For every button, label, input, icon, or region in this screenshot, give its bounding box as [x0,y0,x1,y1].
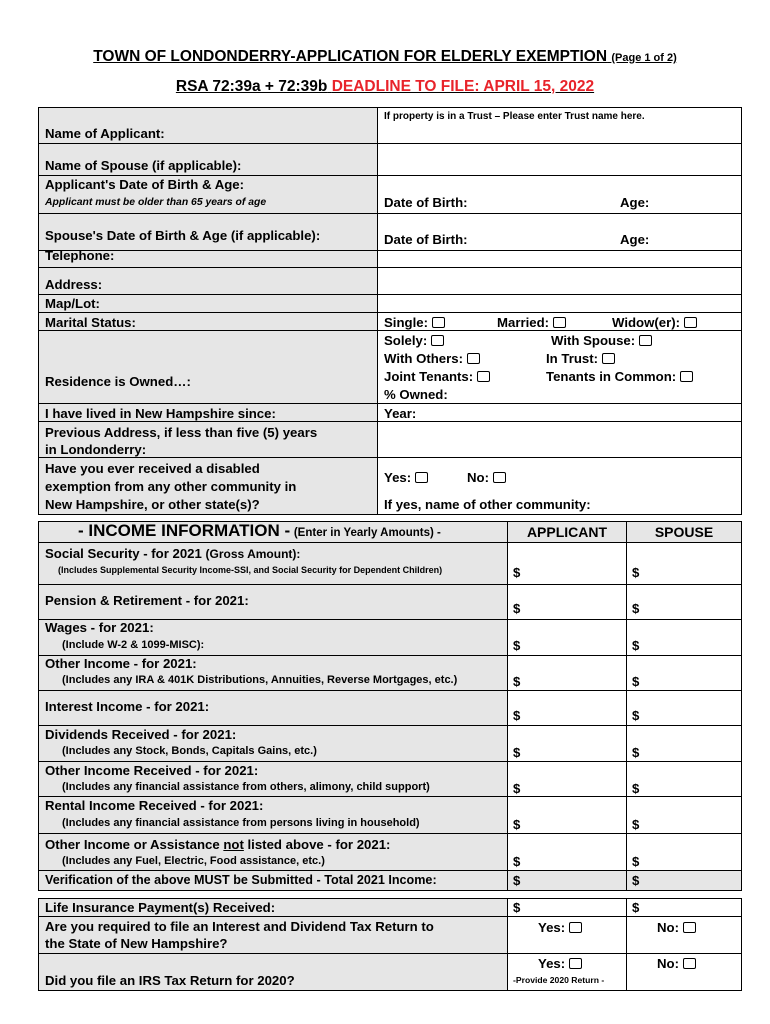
residence-owned-label: Residence is Owned…: [45,374,191,389]
applicant-interest-field[interactable]: $ [508,691,627,726]
widow-checkbox[interactable] [684,317,697,328]
spouse-dividends-field[interactable]: $ [627,726,742,762]
residence-owned-options: Solely: With Spouse: With Others: In Trust: Joint Tenants: Tenants in Common: % Owned: [378,331,742,404]
disabled-exemption-label: Have you ever received a disabled [45,461,260,476]
spouse-dob-field[interactable]: Date of Birth: Age: [378,214,742,251]
address-field[interactable] [378,268,742,295]
applicant-other-income-field[interactable]: $ [508,656,627,691]
other-income-label: Other Income - for 2021: [45,656,197,671]
applicant-wages-field[interactable]: $ [508,620,627,656]
married-checkbox[interactable] [553,317,566,328]
spouse-name-field[interactable] [378,144,742,176]
spouse-wages-field[interactable]: $ [627,620,742,656]
previous-address-label: Previous Address, if less than five (5) years [45,425,318,440]
total-income-label: Verification of the above MUST be Submitted - Total 2021 Income: [45,873,437,887]
footer-section: Life Insurance Payment(s) Received: $ $ Are you required to file an Interest and Dividend Tax Return to the State of New Hampshire? Yes: No: Did you file an IRS Tax Return for 2020? Yes: -Provide 2020 Return - No: [38,898,742,991]
spouse-social-security-field[interactable]: $ [627,543,742,585]
social-security-label: Social Security - for 2021 [45,546,202,561]
marital-status-options: Single: Married: Widow(er): [378,313,742,331]
maplot-field[interactable] [378,295,742,313]
wages-label: Wages - for 2021: [45,620,154,635]
name-of-applicant-label: Name of Applicant: [45,126,165,141]
telephone-label: Telephone: [45,248,115,263]
interest-income-label: Interest Income - for 2021: [45,699,210,714]
applicant-column-header: APPLICANT [508,522,627,543]
applicant-dob-field[interactable]: Date of Birth: Age: [378,176,742,214]
spouse-assistance-field[interactable]: $ [627,834,742,871]
pension-label: Pension & Retirement - for 2021: [45,593,249,608]
income-section: - INCOME INFORMATION - (Enter in Yearly Amounts) - APPLICANT SPOUSE Social Security - for 2021 (Gross Amount): (Includes Supplemental Security Income-SSI, and Social Security for Dependent Children) $ $ Pension & Retirement - for 2021: $ $ Wages - for 2021: (Include W-2 & 1099-MISC): $ $ Other Income - for 2021: (Includes any IRA & 401K Distributions, Annuities, Reverse Mortgages, etc.) $ $ Interest Income - for 2021: $ $ Dividends Received - for 2021: (Includes any Stock, Bonds, Capitals Gains, etc.) $ $ Other Income Received - for 2021: (Includes any financial assistance from others, alimony, child support) $ $ Rental Income Received - for 2021: (Includes any financial assistance from persons living in household) $ $ Other Income or Assistance not listed above - for 2021: (Includes any Fuel, Electric, Food assistance, etc.) $ $ Verification of the above MUST be Submitted - Total 2021 Income: $ $ [38,521,742,891]
previous-address-field[interactable] [378,422,742,458]
maplot-label: Map/Lot: [45,296,100,311]
other-income-received-label: Other Income Received - for 2021: [45,763,259,778]
pct-owned-field[interactable]: % Owned: [384,387,448,402]
applicant-other-received-field[interactable]: $ [508,762,627,797]
rental-income-label: Rental Income Received - for 2021: [45,798,264,813]
applicant-total-field[interactable]: $ [508,871,627,891]
applicant-rental-field[interactable]: $ [508,797,627,834]
spouse-other-income-field[interactable]: $ [627,656,742,691]
applicant-assistance-field[interactable]: $ [508,834,627,871]
div-tax-yes-checkbox[interactable] [569,922,582,933]
dividends-label: Dividends Received - for 2021: [45,727,237,742]
applicant-life-insurance-field[interactable]: $ [508,899,627,917]
with-spouse-checkbox[interactable] [639,335,652,346]
marital-status-label: Marital Status: [45,315,136,330]
spouse-other-received-field[interactable]: $ [627,762,742,797]
applicant-name-field[interactable]: If property is in a Trust – Please enter Trust name here. [378,108,742,144]
spouse-life-insurance-field[interactable]: $ [627,899,742,917]
spouse-total-field[interactable]: $ [627,871,742,891]
spouse-pension-field[interactable]: $ [627,585,742,620]
div-tax-no-checkbox[interactable] [683,922,696,933]
form-title: TOWN OF LONDONDERRY-APPLICATION FOR ELDERLY EXEMPTION (Page 1 of 2) [93,48,677,65]
deadline: DEADLINE TO FILE: APRIL 15, 2022 [331,78,595,95]
disabled-yes-checkbox[interactable] [415,472,428,483]
address-label: Address: [45,277,103,292]
applicant-pension-field[interactable]: $ [508,585,627,620]
age-requirement-note: Applicant must be older than 65 years of age [45,197,267,208]
dividend-tax-label: Are you required to file an Interest and Dividend Tax Return to [45,919,434,934]
spouse-interest-field[interactable]: $ [627,691,742,726]
other-community-field[interactable]: If yes, name of other community: [384,497,591,512]
telephone-field[interactable] [378,251,742,268]
joint-tenants-checkbox[interactable] [477,371,490,382]
in-trust-checkbox[interactable] [602,353,615,364]
irs-no-checkbox[interactable] [683,958,696,969]
life-insurance-label: Life Insurance Payment(s) Received: [45,900,276,915]
spouse-column-header: SPOUSE [627,522,742,543]
provide-return-note: -Provide 2020 Return - [513,975,605,985]
applicant-section: Name of Applicant: If property is in a Trust – Please enter Trust name here. Name of Spouse (if applicable): Applicant's Date of Birth & Age: Applicant must be older than 65 years of age Date of Birth: Age: Spouse's Date of Birth & Age (if applicable): Date of Birth: Age: Telephone: Address: Map/Lot: Marital Status: Single: Married: Widow(er): Residence is Owned…: Solely: With Spouse: With Others: In Trust: Joint Tenants: Tenants in Common: % Owned: I have lived in New Hampshire since: Year: Previous Address, if less than five (5) years in Londonderry: Have you ever received a disabled exemption from any other community in New Hampshire, or other state(s)? Yes: No: If yes, name of other community: [38,107,742,515]
other-assistance-label: Other Income or Assistance not listed above - for 2021: [45,837,391,852]
applicant-social-security-field[interactable]: $ [508,543,627,585]
tenants-common-checkbox[interactable] [680,371,693,382]
applicant-dob-label: Applicant's Date of Birth & Age: [45,177,245,192]
spouse-rental-field[interactable]: $ [627,797,742,834]
applicant-dividends-field[interactable]: $ [508,726,627,762]
solely-checkbox[interactable] [431,335,444,346]
irs-return-label: Did you file an IRS Tax Return for 2020? [45,973,295,988]
irs-yes-checkbox[interactable] [569,958,582,969]
spouse-name-label: Name of Spouse (if applicable): [45,158,242,173]
single-checkbox[interactable] [432,317,445,328]
income-header: - INCOME INFORMATION - [78,521,291,540]
lived-since-label: I have lived in New Hampshire since: [45,406,276,421]
with-others-checkbox[interactable] [467,353,480,364]
disabled-exemption-options: Yes: No: If yes, name of other community: [378,458,742,515]
form-subtitle: RSA 72:39a + 72:39b DEADLINE TO FILE: APRIL 15, 2022 [175,78,595,95]
lived-since-year-field[interactable]: Year: [378,404,742,422]
spouse-dob-label: Spouse's Date of Birth & Age (if applicable): [45,228,321,243]
disabled-no-checkbox[interactable] [493,472,506,483]
